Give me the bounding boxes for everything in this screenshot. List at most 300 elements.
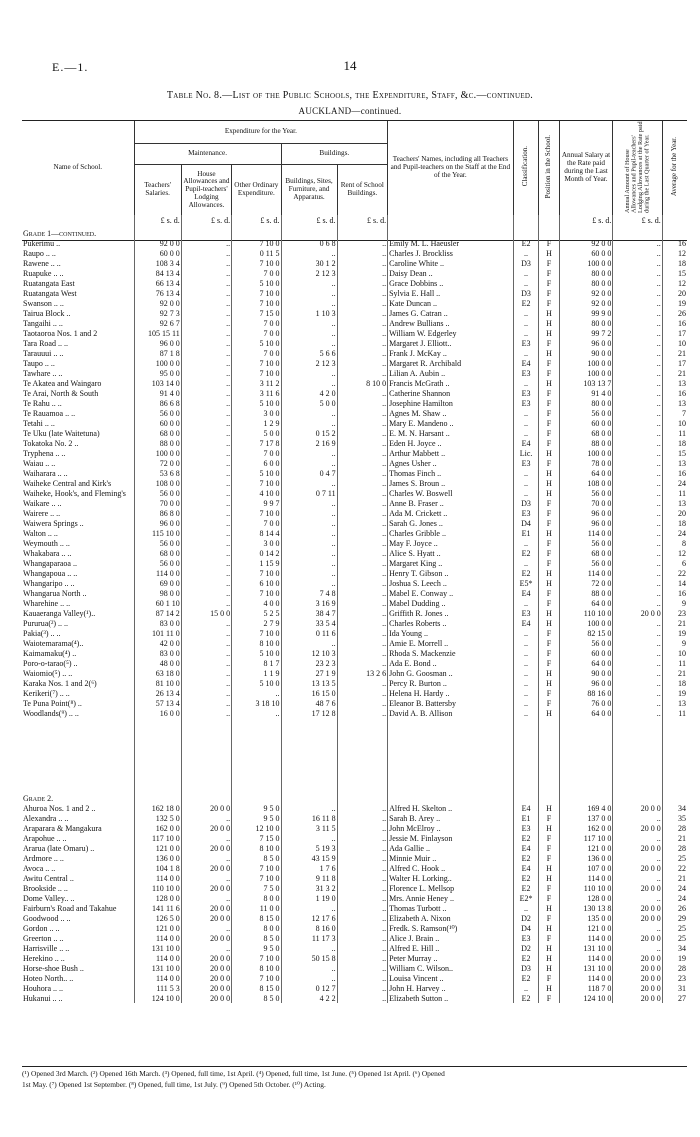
teachers-salaries: 92 6 7	[134, 318, 181, 328]
rent: ..	[337, 368, 388, 378]
annual-salary: 100 0 0	[559, 618, 613, 628]
buildings-expenditure: ..	[281, 498, 337, 508]
classification: E2	[513, 883, 539, 893]
teacher-name: Ada Gallie ..	[388, 843, 514, 853]
school-name: Waiau .. ..	[23, 459, 56, 468]
classification: ..	[513, 408, 539, 418]
teacher-name: John H. Harvey ..	[388, 983, 514, 993]
average-attendance: 24	[662, 883, 687, 893]
rent: ..	[337, 298, 388, 308]
unit-cell: £ s. d.	[134, 215, 181, 225]
teachers-salaries: 60 0 0	[134, 418, 181, 428]
annual-salary: 78 0 0	[559, 458, 613, 468]
average-attendance: 18	[662, 518, 687, 528]
teacher-name: Arthur Mabbett ..	[388, 448, 514, 458]
teachers-salaries: 16 0 0	[134, 708, 181, 718]
classification: ..	[513, 708, 539, 718]
school-name: Pukerimu ..	[23, 239, 61, 248]
buildings-expenditure: 1 7 6	[281, 863, 337, 873]
annual-allowance: ..	[613, 528, 662, 538]
grade-gap	[22, 718, 687, 790]
house-allowances: ..	[181, 468, 231, 478]
rent: ..	[337, 518, 388, 528]
rent: ..	[337, 388, 388, 398]
position: H	[539, 568, 559, 578]
rent: ..	[337, 933, 388, 943]
house-allowances: 20 0 0	[181, 903, 231, 913]
rent: ..	[337, 698, 388, 708]
average-attendance: 13	[662, 498, 687, 508]
annual-salary: 80 0 0	[559, 318, 613, 328]
table-row	[22, 278, 687, 288]
teachers-salaries: 83 0 0	[134, 648, 181, 658]
annual-allowance: ..	[613, 448, 662, 458]
school-name: Walton .. ..	[23, 529, 58, 538]
teachers-salaries: 56 0 0	[134, 538, 181, 548]
rent: ..	[337, 983, 388, 993]
average-attendance: 11	[662, 658, 687, 668]
house-allowances: ..	[181, 548, 231, 558]
unit-cell: £ s. d.	[181, 215, 231, 225]
rent: ..	[337, 408, 388, 418]
annual-salary: 108 0 0	[559, 478, 613, 488]
annual-allowance: 20 0 0	[613, 903, 662, 913]
buildings-expenditure: ..	[281, 963, 337, 973]
table-row	[22, 973, 687, 983]
classification: E4	[513, 618, 539, 628]
other-expenditure: 11 0 0	[232, 903, 281, 913]
annual-salary: 92 0 0	[559, 238, 613, 248]
gap-cell	[134, 718, 181, 790]
other-expenditure: 8 10 0	[232, 638, 281, 648]
table-row	[22, 923, 687, 933]
house-allowances: ..	[181, 923, 231, 933]
rent: ..	[337, 608, 388, 618]
house-allowances: ..	[181, 568, 231, 578]
buildings-expenditure: ..	[281, 478, 337, 488]
buildings-expenditure: 13 13 5	[281, 678, 337, 688]
empty-cell	[539, 790, 559, 803]
position: F	[539, 893, 559, 903]
buildings-expenditure: 0 15 2	[281, 428, 337, 438]
house-allowances: ..	[181, 628, 231, 638]
classification: E2	[513, 953, 539, 963]
other-expenditure: 7 0 0	[232, 318, 281, 328]
school-name: Waikare .. ..	[23, 499, 62, 508]
teacher-name: Griffith R. Jones ..	[388, 608, 514, 618]
position: H	[539, 953, 559, 963]
table-row	[22, 843, 687, 853]
house-allowances: ..	[181, 368, 231, 378]
table-row	[22, 488, 687, 498]
classification: ..	[513, 538, 539, 548]
position: H	[539, 668, 559, 678]
teachers-salaries: 114 0 0	[134, 568, 181, 578]
annual-salary: 118 7 0	[559, 983, 613, 993]
buildings-expenditure: ..	[281, 338, 337, 348]
house-allowances: ..	[181, 813, 231, 823]
rent: ..	[337, 538, 388, 548]
position: F	[539, 913, 559, 923]
classification: ..	[513, 378, 539, 388]
teacher-name: William C. Wilson..	[388, 963, 514, 973]
table-row	[22, 468, 687, 478]
buildings-expenditure: ..	[281, 378, 337, 388]
house-allowances: ..	[181, 658, 231, 668]
classification: D2	[513, 913, 539, 923]
house-allowances: ..	[181, 248, 231, 258]
empty-cell	[232, 790, 281, 803]
annual-salary: 99 7 2	[559, 328, 613, 338]
annual-salary: 100 0 0	[559, 448, 613, 458]
col-head-other: Other Ordinary Expenditure.	[232, 165, 281, 216]
classification: ..	[513, 468, 539, 478]
annual-salary: 92 0 0	[559, 288, 613, 298]
empty-cell	[134, 790, 181, 803]
annual-allowance: 20 0 0	[613, 823, 662, 833]
teachers-salaries: 131 10 0	[134, 943, 181, 953]
annual-salary: 162 0 0	[559, 823, 613, 833]
classification: D4	[513, 518, 539, 528]
annual-allowance: ..	[613, 833, 662, 843]
buildings-expenditure: 5 0 0	[281, 398, 337, 408]
annual-salary: 100 0 0	[559, 358, 613, 368]
annual-allowance: ..	[613, 428, 662, 438]
buildings-expenditure: ..	[281, 448, 337, 458]
other-expenditure: 7 10 0	[232, 478, 281, 488]
annual-salary: 88 0 0	[559, 588, 613, 598]
col-head-annual-allow: Annual Amount of House Allowances and Pupil-teachers' Lodging Allowances at the Rate paid during the Last Quarter of Year.	[613, 121, 662, 215]
rent: 13 2 6	[337, 668, 388, 678]
annual-allowance: ..	[613, 478, 662, 488]
unit-cell	[22, 215, 134, 225]
footnote-line-1: (¹) Opened 3rd March. (²) Opened 16th March. (³) Opened, full time, 1st April. (⁴) Opened, full time, 1st June. (⁵) Opened 1st April. (⁶) Opened	[22, 1069, 445, 1078]
table-row	[22, 933, 687, 943]
position: H	[539, 348, 559, 358]
position: F	[539, 598, 559, 608]
average-attendance: 17	[662, 358, 687, 368]
position: H	[539, 618, 559, 628]
table-row	[22, 638, 687, 648]
classification: ..	[513, 903, 539, 913]
average-attendance: 24	[662, 528, 687, 538]
table-row	[22, 458, 687, 468]
other-expenditure: 7 10 0	[232, 568, 281, 578]
annual-salary: 64 0 0	[559, 468, 613, 478]
average-attendance: 11	[662, 708, 687, 718]
empty-cell	[232, 225, 281, 238]
empty-cell	[337, 790, 388, 803]
table-row	[22, 618, 687, 628]
school-name: Avoca .. ..	[23, 864, 56, 873]
teacher-name: Margaret King ..	[388, 558, 514, 568]
annual-allowance: ..	[613, 813, 662, 823]
average-attendance: 13	[662, 398, 687, 408]
house-allowances: ..	[181, 698, 231, 708]
house-allowances: ..	[181, 298, 231, 308]
annual-salary: 64 0 0	[559, 598, 613, 608]
classification: ..	[513, 628, 539, 638]
house-allowances: ..	[181, 428, 231, 438]
classification: ..	[513, 638, 539, 648]
school-name: Tara Road .. ..	[23, 339, 68, 348]
school-name: Te Akatea and Waingaro	[23, 379, 102, 388]
house-allowances: 20 0 0	[181, 983, 231, 993]
annual-allowance: ..	[613, 853, 662, 863]
house-allowances: ..	[181, 598, 231, 608]
school-name: Taotaoroa Nos. 1 and 2	[23, 329, 98, 338]
classification: E4	[513, 803, 539, 813]
annual-salary: 114 0 0	[559, 873, 613, 883]
annual-allowance: ..	[613, 268, 662, 278]
table-row	[22, 308, 687, 318]
average-attendance: 15	[662, 268, 687, 278]
annual-salary: 110 10 0	[559, 608, 613, 618]
rent: ..	[337, 398, 388, 408]
buildings-expenditure: 1 10 3	[281, 308, 337, 318]
school-name: Ruatangata West	[23, 289, 77, 298]
annual-allowance: ..	[613, 698, 662, 708]
annual-allowance: 20 0 0	[613, 608, 662, 618]
annual-allowance: ..	[613, 328, 662, 338]
other-expenditure: 12 10 0	[232, 823, 281, 833]
buildings-expenditure: 50 15 8	[281, 953, 337, 963]
teacher-name: Caroline White ..	[388, 258, 514, 268]
annual-allowance: ..	[613, 518, 662, 528]
rent: ..	[337, 943, 388, 953]
classification: ..	[513, 328, 539, 338]
annual-salary: 56 0 0	[559, 638, 613, 648]
school-name: Tairua Block ..	[23, 309, 71, 318]
school-name: Woodlands(⁹) .. ..	[23, 709, 79, 718]
table-row	[22, 368, 687, 378]
teachers-salaries: 115 10 0	[134, 528, 181, 538]
teachers-salaries: 108 0 0	[134, 478, 181, 488]
average-attendance: 15	[662, 448, 687, 458]
classification: D3	[513, 963, 539, 973]
annual-salary: 96 0 0	[559, 678, 613, 688]
annual-allowance: 20 0 0	[613, 983, 662, 993]
annual-salary: 99 9 0	[559, 308, 613, 318]
position: F	[539, 258, 559, 268]
other-expenditure: 1 1 9	[232, 668, 281, 678]
classification: E3	[513, 458, 539, 468]
annual-salary: 103 13 7	[559, 378, 613, 388]
unit-cell: £ s. d.	[559, 215, 613, 225]
empty-cell	[513, 225, 539, 238]
rent: ..	[337, 598, 388, 608]
average-attendance: 21	[662, 833, 687, 843]
position: F	[539, 518, 559, 528]
teachers-salaries: 136 0 0	[134, 853, 181, 863]
teachers-salaries: 81 10 0	[134, 678, 181, 688]
annual-allowance: 20 0 0	[613, 863, 662, 873]
table-row	[22, 388, 687, 398]
annual-salary: 96 0 0	[559, 518, 613, 528]
position: H	[539, 308, 559, 318]
classification: ..	[513, 248, 539, 258]
annual-salary: 117 10 0	[559, 833, 613, 843]
annual-allowance: ..	[613, 558, 662, 568]
teachers-salaries: 48 0 0	[134, 658, 181, 668]
house-allowances: ..	[181, 893, 231, 903]
annual-allowance: ..	[613, 468, 662, 478]
other-expenditure: 5 10 0	[232, 278, 281, 288]
buildings-expenditure: 11 17 3	[281, 933, 337, 943]
rent: ..	[337, 308, 388, 318]
rent: ..	[337, 638, 388, 648]
grade-heading-row	[22, 790, 687, 803]
house-allowances: ..	[181, 418, 231, 428]
buildings-expenditure: 1 19 0	[281, 893, 337, 903]
buildings-expenditure: 4 2 2	[281, 993, 337, 1003]
rent: ..	[337, 508, 388, 518]
table-row	[22, 418, 687, 428]
annual-salary: 121 0 0	[559, 923, 613, 933]
table-row	[22, 428, 687, 438]
rent: ..	[337, 238, 388, 248]
annual-allowance: ..	[613, 678, 662, 688]
house-allowances: ..	[181, 388, 231, 398]
other-expenditure: 7 10 0	[232, 258, 281, 268]
annual-salary: 90 0 0	[559, 668, 613, 678]
annual-allowance: ..	[613, 288, 662, 298]
house-allowances: ..	[181, 618, 231, 628]
grade-label: Grade 1—continued.	[23, 229, 97, 238]
teacher-name: Daisy Dean ..	[388, 268, 514, 278]
col-head-teachers: Teachers' Names, including all Teachers and Pupil-teachers on the Staff at the End of the Year.	[388, 121, 514, 215]
house-allowances: ..	[181, 688, 231, 698]
rent: ..	[337, 498, 388, 508]
average-attendance: 8	[662, 538, 687, 548]
school-name: Whakabara .. ..	[23, 549, 72, 558]
average-attendance: 21	[662, 368, 687, 378]
average-attendance: 20	[662, 508, 687, 518]
other-expenditure: 3 0 0	[232, 408, 281, 418]
teacher-name: Eden H. Joyce ..	[388, 438, 514, 448]
teachers-salaries: 42 0 0	[134, 638, 181, 648]
annual-salary: 135 0 0	[559, 913, 613, 923]
annual-salary: 56 0 0	[559, 408, 613, 418]
average-attendance: 25	[662, 923, 687, 933]
school-name: Fairburn's Road and Takahue	[23, 904, 117, 913]
school-name: Tawhare .. ..	[23, 369, 63, 378]
house-allowances: 20 0 0	[181, 993, 231, 1003]
school-name: Whangarua North ..	[23, 589, 87, 598]
school-name: Ahuroa Nos. 1 and 2 ..	[23, 804, 96, 813]
position: H	[539, 963, 559, 973]
classification: E2	[513, 833, 539, 843]
annual-allowance: ..	[613, 508, 662, 518]
teacher-name: Sylvia E. Hall ..	[388, 288, 514, 298]
other-expenditure: 3 11 6	[232, 388, 281, 398]
other-expenditure: 9 5 0	[232, 943, 281, 953]
school-name: Awitu Central ..	[23, 874, 74, 883]
annual-salary: 96 0 0	[559, 338, 613, 348]
annual-allowance: 20 0 0	[613, 933, 662, 943]
buildings-expenditure: 0 4 7	[281, 468, 337, 478]
position: F	[539, 698, 559, 708]
house-allowances: ..	[181, 328, 231, 338]
col-head-position: Position in the School.	[539, 121, 559, 215]
classification: E2	[513, 993, 539, 1003]
teacher-name: John McElroy ..	[388, 823, 514, 833]
position: F	[539, 288, 559, 298]
classification: E2*	[513, 893, 539, 903]
other-expenditure: 7 0 0	[232, 448, 281, 458]
average-attendance: 19	[662, 628, 687, 638]
school-name: Te Rauamoa .. ..	[23, 409, 76, 418]
table-row	[22, 518, 687, 528]
rent: ..	[337, 923, 388, 933]
teacher-name: Percy R. Burton ..	[388, 678, 514, 688]
average-attendance: 12	[662, 278, 687, 288]
teachers-salaries: 114 0 0	[134, 933, 181, 943]
position: F	[539, 658, 559, 668]
school-name: Houhora .. ..	[23, 984, 63, 993]
position: F	[539, 548, 559, 558]
average-attendance: 19	[662, 688, 687, 698]
buildings-expenditure: ..	[281, 298, 337, 308]
house-allowances: ..	[181, 943, 231, 953]
classification: ..	[513, 648, 539, 658]
empty-cell	[388, 225, 514, 238]
unit-cell: £ s. d.	[232, 215, 281, 225]
table-row	[22, 668, 687, 678]
other-expenditure: 8 15 0	[232, 983, 281, 993]
footnote-line-2: 1st May. (⁷) Opened 1st September. (⁸) Opened, full time, 1st July. (⁹) Opened 5th October. (¹⁰) Acting.	[22, 1080, 326, 1089]
teacher-name: Alfred C. Hook ..	[388, 863, 514, 873]
table-row	[22, 448, 687, 458]
rent: ..	[337, 428, 388, 438]
teacher-name: William W. Edgerley	[388, 328, 514, 338]
position: H	[539, 943, 559, 953]
house-allowances: ..	[181, 448, 231, 458]
teacher-name: Peter Murray ..	[388, 953, 514, 963]
classification: ..	[513, 318, 539, 328]
annual-salary: 131 10 0	[559, 943, 613, 953]
classification: ..	[513, 478, 539, 488]
annual-allowance: ..	[613, 638, 662, 648]
annual-allowance: 20 0 0	[613, 973, 662, 983]
teacher-name: Agnes Usher ..	[388, 458, 514, 468]
table-row	[22, 338, 687, 348]
house-allowances: ..	[181, 678, 231, 688]
gap-cell	[559, 718, 613, 790]
average-attendance: 13	[662, 378, 687, 388]
buildings-expenditure: ..	[281, 558, 337, 568]
annual-salary: 68 0 0	[559, 548, 613, 558]
annual-salary: 100 0 0	[559, 258, 613, 268]
units-row	[22, 215, 687, 225]
teacher-name: Grace Dobbins ..	[388, 278, 514, 288]
other-expenditure: 8 15 0	[232, 913, 281, 923]
position: F	[539, 508, 559, 518]
house-allowances: ..	[181, 708, 231, 718]
annual-allowance: ..	[613, 338, 662, 348]
teacher-name: Emily M. L. Haeusler	[388, 238, 514, 248]
teacher-name: E. M. N. Harsant ..	[388, 428, 514, 438]
rent: ..	[337, 963, 388, 973]
annual-salary: 60 0 0	[559, 248, 613, 258]
table-row	[22, 318, 687, 328]
position: F	[539, 408, 559, 418]
annual-allowance: ..	[613, 348, 662, 358]
house-allowances: 20 0 0	[181, 823, 231, 833]
teachers-salaries: 70 0 0	[134, 498, 181, 508]
school-name: Rawene .. ..	[23, 259, 61, 268]
position: F	[539, 338, 559, 348]
